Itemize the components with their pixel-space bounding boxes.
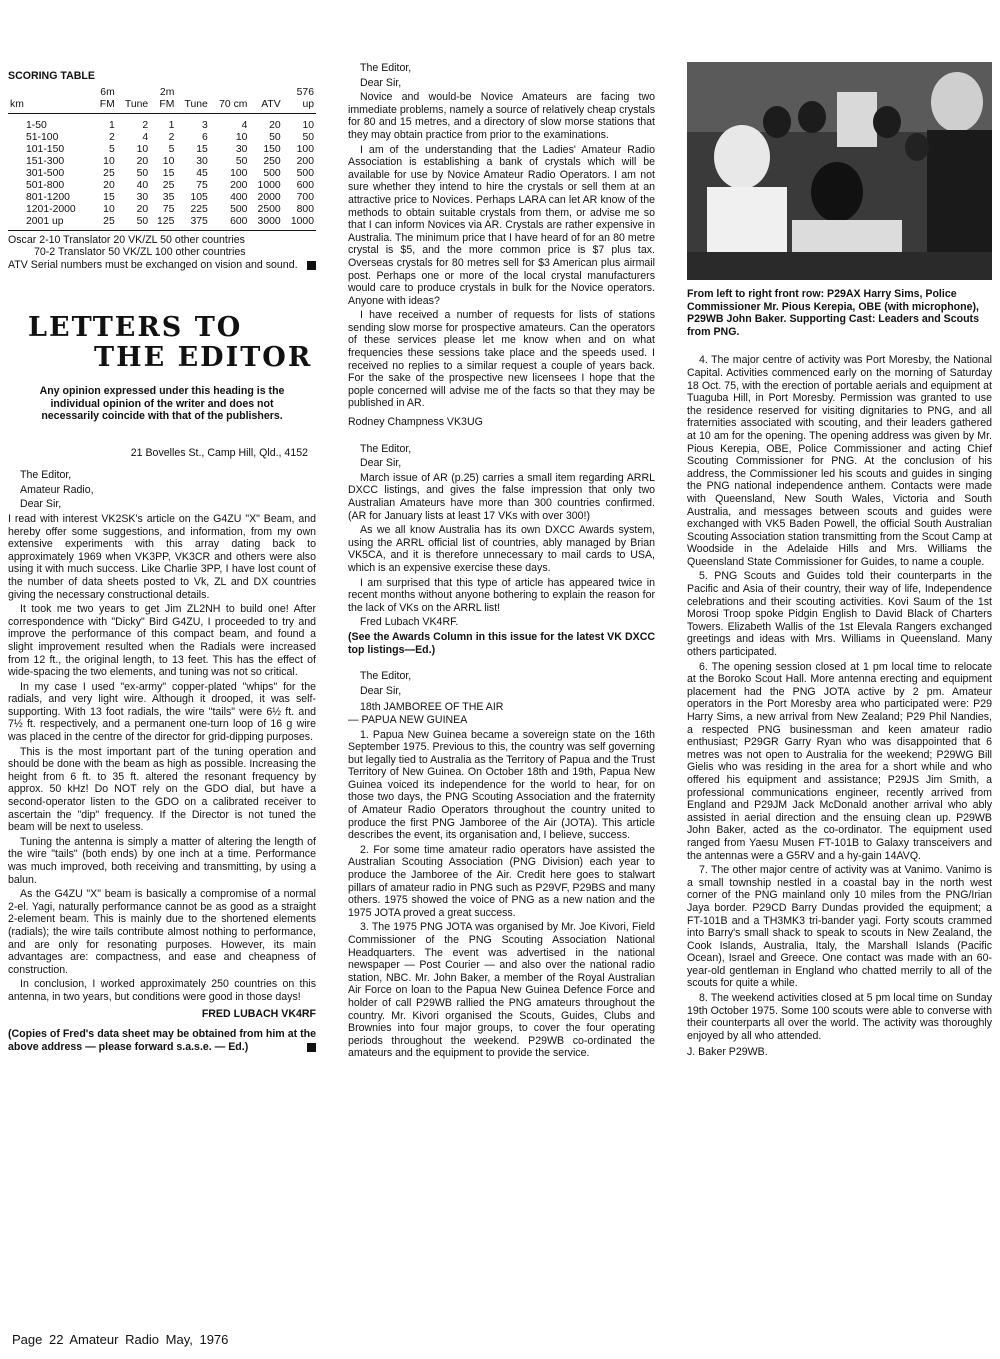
- table-cell: 10: [103, 155, 115, 167]
- section-title-line1: LETTERS TO: [28, 312, 243, 344]
- scoring-header-cell: 576: [296, 86, 314, 98]
- table-cell: 20: [269, 119, 281, 131]
- table-cell: 150: [263, 143, 281, 155]
- table-row: [8, 192, 316, 204]
- table-cell: 400: [230, 191, 248, 203]
- salutation-line: Amateur Radio,: [20, 483, 94, 496]
- letter1-salutation: [8, 469, 316, 511]
- scoring-header-cell: [249, 87, 282, 99]
- page-footer: Page 22 Amateur Radio May, 1976: [12, 1332, 229, 1347]
- table-cell: 501-800: [26, 179, 65, 191]
- column-middle: [348, 62, 655, 1062]
- column-left: [8, 62, 316, 1055]
- end-mark-icon: [307, 1043, 316, 1052]
- table-cell: 50: [136, 167, 149, 179]
- section-title-line2: THE EDITOR: [94, 342, 313, 374]
- table-cell: 5: [168, 143, 175, 155]
- table-row: [8, 132, 316, 144]
- paragraph: I have received a number of requests for lists of stations sending slow morse for prospective amateurs. Can the operators of these services please let me know when and on what frequencies these sessions take place and the speeds used. I received no replies to a similar request a couple of years back. For the sake of the prospective new licensees I hope that the pople concerned will advise me of the facts so that they may be published in AR.: [348, 309, 655, 410]
- scoring-header-cell: Tune: [176, 99, 209, 114]
- table-cell: 2: [168, 131, 175, 143]
- scoring-table-body: [8, 113, 316, 230]
- table-cell: 151-300: [26, 155, 65, 167]
- scoring-table-title: SCORING TABLE: [8, 70, 95, 82]
- photo-caption: From left to right front row: P29AX Harry Sims, Police Commissioner Mr. Pious Kerepia, OBE (with microphone), P29WB John Baker. Supporting Cast: Leaders and Scouts from PNG.: [687, 288, 979, 338]
- paragraph: In my case I used "ex-army" copper-plated "whips" for the radials, and very light wire. Although it drooped, it was self-supporting. With 13 foot radials, the wire "tails" were 6½ ft. and 7½ ft. respectively, and a permanent one-turn loop of 16 g wire was placed in the centre of the director for grid-dipping purposes.: [8, 680, 316, 744]
- scoring-header-cell: km: [8, 99, 93, 114]
- letter1-address: 21 Bovelles St., Camp Hill, Qld., 4152: [130, 446, 308, 459]
- paragraph: 4. The major centre of activity was Port Moresby, the National Capital. Activities commenced early on the morning of Saturday 18 Oct. 75, with the erection of portable aerials and equipment at Tuaguba Hill, in Port Moresby. Permission was granted to use the residence reserved for visiting dignitaries to PNG, and all fraternities associated with scouting, and their leaders gathered at 10 am for the opening. The opening address was given by Mr. Pious Kerepia, OBE, Police Commissioner and acting Chief Scouting Commissioner for PNG. At the conclusion of his address, the Commissioner led his scouts and guides in singing the PNG national independence anthem. Contacts were made with Queensland, New South Wales, Victoria and South Australia, and messages between scouts and guides were exchanged with VK5 Baden Powell, the official South Australian Scouting Association station transmitting from the Scout Camp at Woodside in the Adelaide Hills and Mrs. Williams the Queensland State Commissioner for Guides, to name a couple.: [687, 354, 992, 568]
- table-cell: 10: [103, 203, 115, 215]
- scoring-header-row-top: [8, 87, 316, 99]
- letter4-signature: J. Baker P29WB.: [687, 1046, 768, 1059]
- table-cell: 3000: [249, 216, 282, 231]
- table-cell: 1-50: [26, 119, 47, 131]
- table-row: [8, 156, 316, 168]
- scoring-note: Oscar 2-10 Translator 20 VK/ZL 50 other countries: [8, 233, 245, 246]
- salutation-line: Dear Sir,: [360, 76, 402, 89]
- table-cell: 500: [296, 167, 314, 179]
- table-cell: 10: [302, 119, 314, 131]
- scoring-header-cell: FM: [93, 99, 116, 114]
- table-cell: 4: [142, 131, 149, 143]
- letter4-heading: 18th JAMBOREE OF THE AIR — PAPUA NEW GUINEA: [348, 701, 504, 726]
- table-cell: 100: [296, 143, 314, 155]
- table-cell: 51-100: [26, 131, 59, 143]
- column-right: [687, 62, 992, 1065]
- paragraph: Tuning the antenna is simply a matter of altering the length of the wire "tails" (both ends) by one inch at a time. Performance was much improved, both receiving and transmitting, by using a balun.: [8, 835, 316, 886]
- letter2: [348, 62, 655, 429]
- table-cell: 600: [296, 179, 314, 191]
- table-cell: 105: [190, 191, 208, 203]
- scoring-note: 70-2 Translator 50 VK/ZL 100 other countries: [34, 246, 246, 259]
- letter1-body: [8, 513, 316, 1004]
- table-cell: 250: [263, 155, 281, 167]
- salutation-line: The Editor,: [360, 670, 412, 683]
- table-row: [8, 144, 316, 156]
- table-cell: 15: [103, 191, 115, 203]
- paragraph: In conclusion, I worked approximately 250 countries on this antenna, in two years, but conditions were good in those days!: [8, 978, 316, 1003]
- table-cell: 700: [296, 191, 314, 203]
- scoring-header-cell: [210, 87, 250, 99]
- table-cell: 15: [196, 143, 208, 155]
- table-cell: 75: [162, 203, 175, 215]
- letter3-signature: Fred Lubach VK4RF.: [360, 616, 459, 629]
- table-cell: 4: [241, 119, 248, 131]
- paragraph: As we all know Australia has its own DXCC Awards system, using the ARRL official list of countries, ably managed by Brian VK5CA, and it is therefore unnecessary to mail cards to USA, which is an expensive exercise these days.: [348, 524, 655, 574]
- table-cell: 200: [230, 179, 248, 191]
- scoring-header-cell: 2m: [159, 86, 175, 98]
- scoring-notes: [8, 234, 316, 272]
- scoring-header-cell: 70 cm: [210, 99, 250, 114]
- table-cell: 1000: [283, 216, 316, 231]
- table-cell: 500: [230, 203, 248, 215]
- disclaimer: Any opinion expressed under this heading is the individual opinion of the writer and does not necessarily coincide with that of the publishers.: [39, 385, 285, 423]
- table-cell: 200: [296, 155, 314, 167]
- table-cell: 2: [108, 131, 115, 143]
- table-cell: 25: [93, 216, 116, 231]
- table-cell: 10: [162, 155, 175, 167]
- table-cell: 50: [302, 131, 314, 143]
- table-cell: 30: [196, 155, 208, 167]
- table-cell: 3: [202, 119, 208, 131]
- letter1-editor-note: (Copies of Fred's data sheet may be obtained from him at the above address — please forward s.a.s.e. — Ed.): [8, 1028, 316, 1053]
- paragraph: 3. The 1975 PNG JOTA was organised by Mr. Joe Kivori, Field Commissioner of the PNG Scouting Association National Headquarters. The event was advertised in the national newspaper — Post Courier — and also over the national radio station, NBC. Mr. John Baker, a member of the Royal Australian Air Force on loan to the Papua New Guinea Defence Force and holder of call P29WB rallied the PNG amateurs throughout the country. Mr. Kivori organised the Scouts, Guides, Clubs and Brownies into four major groups, to cover the four operating periods throughout the weekend. P29WB co-ordinated the amateurs and the equipment to provide the service.: [348, 921, 655, 1060]
- table-cell: 50: [117, 216, 150, 231]
- table-row: [8, 216, 316, 231]
- table-cell: 1000: [257, 179, 281, 191]
- salutation-line: Dear Sir,: [360, 684, 402, 697]
- table-cell: 25: [103, 167, 115, 179]
- salutation-line: The Editor,: [360, 62, 412, 74]
- paragraph: I read with interest VK2SK's article on the G4ZU "X" Beam, and hereby offer some suggestions, and information, from my own extensive experiments with this array dating back to approximately 1969 when VK3PP, VK3CR and others were also using it with much success. Like Charlie 3PP, I have lost count of the number of data sheets posted to Vk, ZL and DX countries giving the necessary constructional details.: [8, 512, 316, 601]
- paragraph: As the G4ZU "X" beam is basically a compromise of a normal 2-el. Yagi, naturally performance cannot be as good as a straight 2-element beam. This is mainly due to the shortened elements (radials); the wire tails contribute almost nothing to performance, and are only for resonating purposes. However, its main advantages are: compactness, and ease and cheapness of construction.: [8, 888, 316, 976]
- table-cell: 20: [136, 203, 149, 215]
- paragraph: March issue of AR (p.25) carries a small item regarding ARRL DXCC listings, and gives the false impression that only two Australian Amateurs have more than 300 countries confirmed. (AR for January lists at least 17 VKs with over 300!): [348, 471, 655, 522]
- paragraph: 8. The weekend activities closed at 5 pm local time on Sunday 19th October 1975. Some 100 scouts were able to converse with their counterparts all over the world. The activity was thoroughly enjoyed by all who attended.: [687, 992, 992, 1042]
- table-cell: 801-1200: [26, 191, 70, 203]
- table-cell: 600: [210, 216, 250, 231]
- letter4: [348, 670, 655, 1060]
- paragraph: 6. The opening session closed at 1 pm local time to relocate at the Boroko Scout Hall. More antenna erecting and equipment placement had the PNG JOTA active by 2 pm. Amateur operators in the Port Moresby area who participated were: P29 Harry Sims, a new arrival from New Zealand; P29 Phil Nandies, a respected PNG businessman and keen amateur radio enthusiast; P29GR Garry Ryan who was disappointed that 6 metres was not open to Australia for the weekend; P29WG Bill Gielis who was residing in the area for a short while and who offered his equipment and assistance; P29JS Jim Smith, a professional communications engineer, recently arrived from England and P29JM Jack McDonald another arrival who ably assisted in aerial direction and the ensuing clean up. P29WB John Baker, acted as the co-ordinator. The equipment used ranged from Yaesu Musen FT-101B to Galaxy transceivers and the antennas were a G5RV and a hy-gain 14AVQ.: [687, 660, 992, 862]
- table-cell: 20: [103, 179, 115, 191]
- table-cell: 30: [136, 191, 149, 203]
- table-cell: 35: [162, 191, 175, 203]
- photograph: [687, 62, 992, 280]
- table-cell: 1: [168, 119, 175, 131]
- letter1-signature: FRED LUBACH VK4RF: [201, 1007, 316, 1020]
- table-cell: 225: [190, 203, 208, 215]
- table-cell: 15: [162, 167, 175, 179]
- scoring-note: ATV Serial numbers must be exchanged on vision and sound.: [8, 259, 316, 272]
- table-cell: 800: [296, 203, 314, 215]
- paragraph: It took me two years to get Jim ZL2NH to build one! After correspondence with "Dicky" Bird G4ZU, I proceeded to try and improve the performance of this compact beam, and found a slight improvement resulted when the Radials were increased from 12 ft., the original length, to 13 feet. This has the effect of wide-spacing the two elements, and tuning was not so critical.: [8, 603, 316, 679]
- table-cell: 50: [269, 131, 281, 143]
- letter3-editor-note: (See the Awards Column in this issue for the latest VK DXCC top listings—Ed.): [348, 630, 655, 656]
- scoring-header-cell: ATV: [249, 99, 282, 114]
- salutation-line: The Editor,: [20, 469, 72, 482]
- scoring-header-cell: Tune: [117, 99, 150, 114]
- table-cell: 101-150: [26, 143, 65, 155]
- table-cell: 10: [235, 131, 248, 143]
- table-cell: 10: [136, 143, 149, 155]
- scoring-table: [8, 87, 316, 231]
- section-title: [8, 313, 316, 373]
- letter3: [348, 443, 655, 657]
- scoring-header-row: [8, 99, 316, 114]
- table-row: [8, 113, 316, 132]
- table-cell: 2000: [257, 191, 281, 203]
- paragraph: 5. PNG Scouts and Guides told their counterparts in the Pacific and Asia of their country, their way of life, Independence celebrations and their scouting activities. Kovi Saum of the 1st Morosi Troop spoke Pidgin English to David Black of Charters Towers. Elizabeth Wallis of the 1st Elevala Rangers exchanged greetings and ideas with Mrs. Williams in Queensland. Many others participated.: [687, 570, 992, 659]
- photo-illustration: [687, 62, 992, 280]
- table-cell: 20: [136, 155, 149, 167]
- scoring-header-cell: [117, 87, 150, 99]
- scoring-header-cell: up: [283, 99, 316, 114]
- table-cell: 100: [230, 167, 248, 179]
- table-cell: 50: [235, 155, 248, 167]
- end-mark-icon: [307, 261, 316, 270]
- paragraph: 1. Papua New Guinea became a sovereign state on the 16th September 1975. Previous to this, the country was self governing but legally tied to Australia as the Territory of Papua and the Trust Territory of New Guinea. On October 18th and 19th, Papua New Guinea voiced its independence for the world to hear, for on those two days, the PNG Scouting Association and the fraternity of Amateur Radio Operators throughout the country united to produce the first PNG Jamboree of the Air (JOTA). This article describes the event, its organisation and, I believe, success.: [348, 728, 655, 842]
- table-cell: 1201-2000: [26, 203, 76, 215]
- scoring-header-cell: 6m: [100, 86, 115, 98]
- paragraph: I am of the understanding that the Ladies' Amateur Radio Association is establishing a bank of crystals which will be available for use by Novice Amateur Radio Operators. I am not sure whether they intend to hire the crystals or sell them at an attractive price to Novices. Perhaps LARA can let AR know of the methods to obtain suitable crystals from them, or advise me so that I can inform Novices via AR. Crystals are rather expensive in Australia. The minimum price that I have heard of for an 80 metre crystal is $5, and the more common price is $7 plus tax. Overseas crystals for 80 metres sell for $3 American plus airmail post. Perhaps one or more of the local crystal manufacturers would care to produce crystals in bulk for the Novice operators. Anyone with ideas?: [348, 143, 655, 307]
- scoring-header-cell: FM: [150, 99, 176, 114]
- table-row: [8, 204, 316, 216]
- table-row: [8, 168, 316, 180]
- table-cell: 75: [196, 179, 208, 191]
- salutation-line: Dear Sir,: [20, 498, 62, 511]
- paragraph: This is the most important part of the tuning operation and should be done with the beam as high as possible. Increasing the height from 6 ft. to 35 ft. altered the resonant frequency by approx. 50 kHz! Do NOT rely on the GDO dial, but have a second-operator listen to the GDO on a calibrated receiver to ascertain the "dip" frequency. If the Director is not tuned the beam will be next to useless.: [8, 745, 316, 834]
- table-cell: 30: [235, 143, 248, 155]
- letter2-signature: Rodney Champness VK3UG: [348, 416, 483, 429]
- salutation-line: Dear Sir,: [360, 457, 402, 470]
- scoring-header-cell: [8, 87, 93, 99]
- scoring-header-cell: [176, 87, 209, 99]
- table-cell: 301-500: [26, 167, 65, 179]
- table-cell: 6: [202, 131, 208, 143]
- table-cell: 40: [136, 179, 149, 191]
- table-cell: 5: [108, 143, 115, 155]
- table-cell: 2500: [257, 203, 281, 215]
- table-cell: 45: [196, 167, 208, 179]
- paragraph: I am surprised that this type of article has appeared twice in recent months without anyone bothering to explain the reason for the lack of VKs on the ARRL list!: [348, 576, 655, 614]
- table-cell: 2: [142, 119, 149, 131]
- paragraph: 7. The other major centre of activity was at Vanimo. Vanimo is a small township nestled in a coastal bay in the north west corner of the PNG mainland only 10 miles from the PNG/Irian Jaya border. P29CD Barry Dundas provided the equipment; a FT-101B and a TH3MK3 tri-bander yagi. Forty scouts crammed into Barry's small shack to speak to scouts in New Zealand, the Cook Islands, Australia, Italy, the Marshall Islands (Pacific Ocean), Israel and Greece. One contact was made with an 60-year-old gentleman in England who chatted merrily to all of the scouts for quite a while.: [687, 864, 992, 990]
- table-cell: 125: [150, 216, 176, 231]
- salutation-line: The Editor,: [360, 442, 412, 455]
- table-cell: 1: [108, 119, 115, 131]
- table-cell: 25: [162, 179, 175, 191]
- table-row: [8, 180, 316, 192]
- paragraph: Novice and would-be Novice Amateurs are facing two immediate problems, namely a source of relatively cheap crystals for 80 and 15 metres, and a directory of slow morse stations that they may obtain practice from prior to the examinations.: [348, 91, 655, 141]
- table-cell: 500: [263, 167, 281, 179]
- paragraph: 2. For some time amateur radio operators have assisted the Australian Scouting Association (PNG Division) each year to produce the Jamboree of the Air. Credit here goes to stalwart pillars of amateur radio in PNG such as P29VF, P29BS and many others. 1975 showed the voice of PNG as a new nation and the 1975 JOTA proved a great success.: [348, 843, 655, 919]
- table-cell: 375: [176, 216, 209, 231]
- table-cell: 2001 up: [8, 216, 93, 231]
